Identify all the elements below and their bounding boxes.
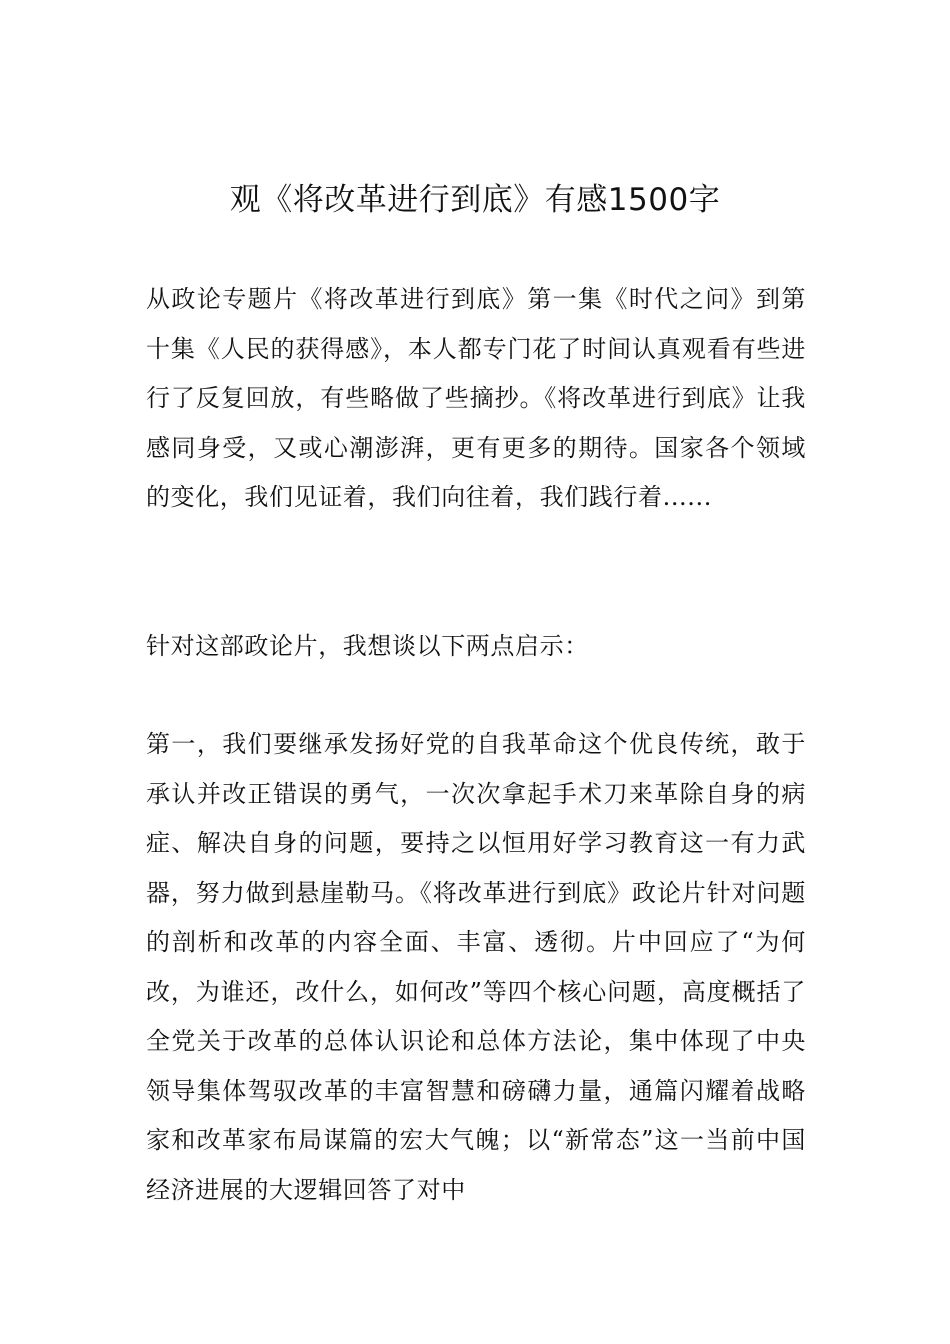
paragraph-intro: 从政论专题片《将改革进行到底》第一集《时代之问》到第十集《人民的获得感》，本人都专门花了时间认真观看有些进行了反复回放，有些略做了些摘抄。《将改革进行到底》让我感同身受，又或心潮澎湃，更有更多的期待。国家各个领域的变化，我们见证着，我们向往着，我们践行着...... <box>146 285 806 511</box>
document-title: 观《将改革进行到底》有感1500字 <box>229 182 721 218</box>
paragraph-lead-in: 针对这部政论片，我想谈以下两点启示： <box>146 632 589 660</box>
paragraph-point-one: 第一，我们要继承发扬好党的自我革命这个优良传统，敢于承认并改正错误的勇气，一次次拿起手术刀来革除自身的病症、解决自身的问题，要持之以恒用好学习教育这一有力武器，努力做到悬崖勒马。《将改革进行到底》政论片针对问题的剖析和改革的内容全面、丰富、透彻。片中回应了“为何改，为谁还，改什么，如何改”等四个核心问题，高度概括了全党关于改革的总体认识论和总体方法论，集中体现了中央领导集体驾驭改革的丰富智慧和磅礴力量，通篇闪耀着战略家和改革家布局谋篇的宏大气魄；以“新常态”这一当前中国经济进展的大逻辑回答了对中 <box>146 730 806 1204</box>
